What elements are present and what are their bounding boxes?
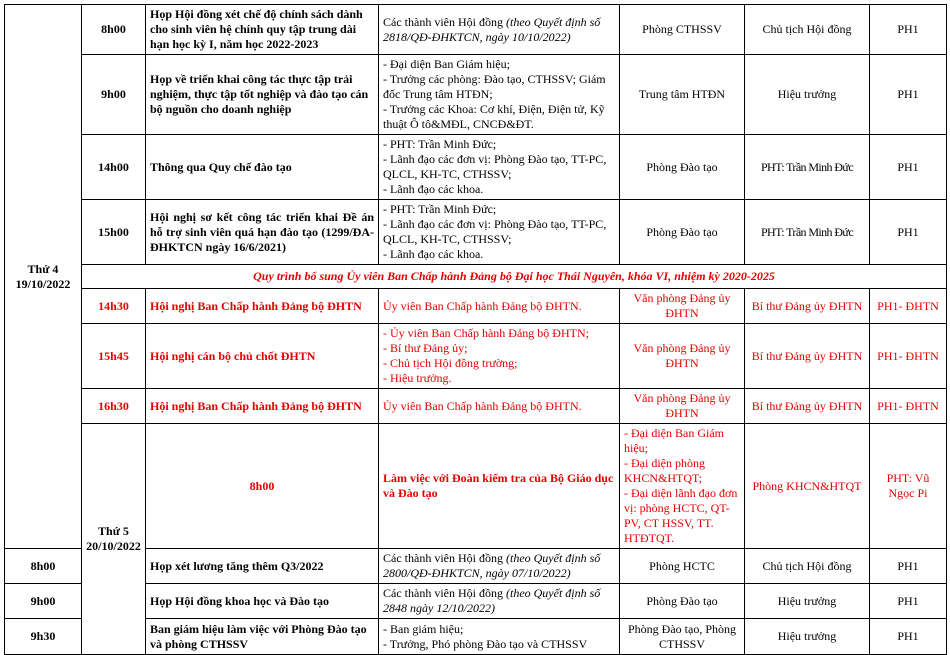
participants-cell (379, 619, 620, 655)
participant-line: - Đại diện phòng KHCN&HTQT; (624, 456, 705, 485)
day-name: Thứ 4 (27, 261, 59, 276)
participant-line: - Trưởng các phòng: Đào tạo, CTHSSV; Giám đốc Trung tâm HTĐN; (383, 72, 606, 101)
room-cell: PH1- ĐHTN (870, 289, 947, 324)
location-cell: Văn phòng Đảng ủy ĐHTN (620, 289, 745, 324)
content-cell: Thông qua Quy chế đào tạo (146, 135, 379, 200)
room-cell: PH1 (870, 549, 947, 584)
room-cell: PH1 (870, 135, 947, 200)
chair-cell: Hiệu trưởng (745, 55, 870, 135)
participant-line: - Lãnh đạo các khoa. (383, 182, 484, 196)
chair-cell: Chủ tịch Hội đồng (745, 549, 870, 584)
content-cell: Họp Hội đồng khoa học và Đào tạo (146, 584, 379, 619)
participant-line: - Ủy viên Ban Chấp hành Đảng bộ ĐHTN; (383, 326, 589, 340)
table-row (5, 549, 947, 584)
location-cell: Phòng Đào tạo, Phòng CTHSSV (620, 619, 745, 655)
chair-cell: Hiệu trưởng (745, 584, 870, 619)
room-cell: PH1 (870, 619, 947, 655)
participant-line: - PHT: Trần Minh Đức; (383, 137, 497, 151)
table-row (5, 324, 947, 389)
participants-cell (379, 5, 620, 55)
day-date: 20/10/2022 (86, 539, 141, 553)
location-cell: Văn phòng Đảng ủy ĐHTN (620, 389, 745, 424)
participant-line: - Chủ tịch Hội đồng trường; (383, 356, 518, 370)
participant-line: Ủy viên Ban Chấp hành Đảng bộ ĐHTN. (383, 398, 582, 413)
participant-line: - Đại diện Ban Giám hiệu; (624, 426, 724, 455)
location-cell: Phòng Đào tạo (620, 135, 745, 200)
participant-line: Ủy viên Ban Chấp hành Đảng bộ ĐHTN. (383, 298, 582, 313)
table-row (5, 55, 947, 135)
participant-line: - PHT: Trần Minh Đức; (383, 202, 497, 216)
table-row (5, 584, 947, 619)
process-note: Quy trình bổ sung Ủy viên Ban Chấp hành Đảng bộ Đại học Thái Nguyên, khóa VI, nhiệm kỳ 2020-2025 (82, 265, 947, 289)
day-cell (5, 5, 82, 549)
time-cell: 8h00 (82, 5, 146, 55)
table-row (5, 619, 947, 655)
content-cell: Hội nghị sơ kết công tác triển khai Đề án hỗ trợ sinh viên quá hạn đào tạo (1299/ĐA-ĐHKTCN ngày 16/6/2021) (146, 200, 379, 265)
participant-line: - Hiệu trưởng. (383, 371, 452, 385)
table-row (5, 265, 947, 289)
time-cell: 9h30 (5, 619, 82, 655)
location-cell: Trung tâm HTĐN (620, 55, 745, 135)
time-cell: 16h30 (82, 389, 146, 424)
content-cell: Hội nghị cán bộ chủ chốt ĐHTN (146, 324, 379, 389)
content-cell: Làm việc với Đoàn kiểm tra của Bộ Giáo dục và Đào tạo (379, 424, 620, 549)
participants-cell (379, 549, 620, 584)
participants-cell (379, 55, 620, 135)
table-row (5, 135, 947, 200)
participant-line: - Đại diện lãnh đạo đơn vị: phòng HCTC, QT-PV, CT HSSV, TT. HTĐTQT. (624, 486, 738, 545)
room-cell: PH1- ĐHTN (870, 389, 947, 424)
table-row (5, 389, 947, 424)
chair-cell: Hiệu trưởng (745, 619, 870, 655)
decision-ref: (theo Quyết định số 2818/QĐ-ĐHKTCN, ngày 10/10/2022) (383, 14, 601, 44)
time-cell: 9h00 (5, 584, 82, 619)
chair-cell: PHT: Vũ Ngọc Pi (870, 424, 947, 549)
participant-line: - Đại diện Ban Giám hiệu; (383, 57, 510, 71)
content-cell: Hội nghị Ban Chấp hành Đảng bộ ĐHTN (146, 289, 379, 324)
time-cell: 14h30 (82, 289, 146, 324)
participants-cell (379, 135, 620, 200)
room-cell: PH1- ĐHTN (870, 324, 947, 389)
participants-cell (620, 424, 745, 549)
chair-cell: Chủ tịch Hội đồng (745, 5, 870, 55)
location-cell: Phòng CTHSSV (620, 5, 745, 55)
participants-cell (379, 324, 620, 389)
content-cell: Họp về triển khai công tác thực tập trải nghiệm, thực tập tốt nghiệp và đào tạo cán bộ nguồn cho doanh nghiệp (146, 55, 379, 135)
participants-cell (379, 584, 620, 619)
participants-cell (379, 289, 620, 324)
table-row (5, 424, 947, 549)
participants-cell (379, 200, 620, 265)
chair-cell: PHT: Trần Minh Đức (745, 135, 870, 200)
location-cell: Phòng HCTC (620, 549, 745, 584)
day-name: Thứ 5 (98, 524, 129, 538)
location-cell: Phòng Đào tạo (620, 584, 745, 619)
day-cell (82, 424, 146, 655)
chair-cell: Bí thư Đảng ủy ĐHTN (745, 324, 870, 389)
time-cell: 8h00 (146, 424, 379, 549)
content-cell: Hội nghị Ban Chấp hành Đảng bộ ĐHTN (146, 389, 379, 424)
participants-text: Các thành viên Hội đồng (383, 551, 506, 565)
time-cell: 9h00 (82, 55, 146, 135)
table-row (5, 200, 947, 265)
location-cell: Phòng Đào tạo (620, 200, 745, 265)
participant-line: - Bí thư Đảng ủy; (383, 341, 468, 355)
content-cell: Ban giám hiệu làm việc với Phòng Đào tạo và phòng CTHSSV (146, 619, 379, 655)
participants-cell (379, 389, 620, 424)
content-cell: Họp xét lương tăng thêm Q3/2022 (146, 549, 379, 584)
time-cell: 15h45 (82, 324, 146, 389)
table-row (5, 5, 947, 55)
room-cell: PH1 (870, 200, 947, 265)
time-cell: 14h00 (82, 135, 146, 200)
participant-line: - Lãnh đạo các đơn vị: Phòng Đào tạo, TT-PC, QLCL, KH-TC, CTHSSV; (383, 217, 607, 246)
participant-line: - Trưởng, Phó phòng Đào tạo và CTHSSV (383, 636, 588, 651)
table-row (5, 289, 947, 324)
decision-ref: (theo Quyết định số 2800/QĐ-ĐHKTCN, ngày 07/10/2022) (383, 551, 601, 580)
chair-cell: Bí thư Đảng ủy ĐHTN (745, 289, 870, 324)
content-cell: Họp Hội đồng xét chế độ chính sách dành cho sinh viên hệ chính quy tập trung dài hạn học kỳ I, năm học 2022-2023 (146, 5, 379, 55)
room-cell: PH1 (870, 584, 947, 619)
room-cell: PH1 (870, 55, 947, 135)
participants-text: Các thành viên Hội đồng (383, 14, 506, 29)
participant-line: - Ban giám hiệu; (383, 621, 464, 636)
schedule-table (4, 4, 947, 655)
location-cell: Phòng KHCN&HTQT (745, 424, 870, 549)
chair-cell: PHT: Trần Minh Đức (745, 200, 870, 265)
participant-line: - Lãnh đạo các khoa. (383, 247, 484, 261)
participant-line: - Lãnh đạo các đơn vị: Phòng Đào tạo, TT-PC, QLCL, KH-TC, CTHSSV; (383, 152, 607, 181)
decision-ref: (theo Quyết định số 2848 ngày 12/10/2022) (383, 586, 601, 615)
time-cell: 15h00 (82, 200, 146, 265)
chair-cell: Bí thư Đảng ủy ĐHTN (745, 389, 870, 424)
participant-line: - Trưởng các Khoa: Cơ khí, Điện, Điện tử, Kỹ thuật Ô tô&MĐL, CNCĐ&ĐT. (383, 102, 605, 131)
participants-text: Các thành viên Hội đồng (383, 586, 506, 600)
location-cell: Văn phòng Đảng ủy ĐHTN (620, 324, 745, 389)
time-cell: 8h00 (5, 549, 82, 584)
day-date: 19/10/2022 (15, 276, 71, 291)
room-cell: PH1 (870, 5, 947, 55)
